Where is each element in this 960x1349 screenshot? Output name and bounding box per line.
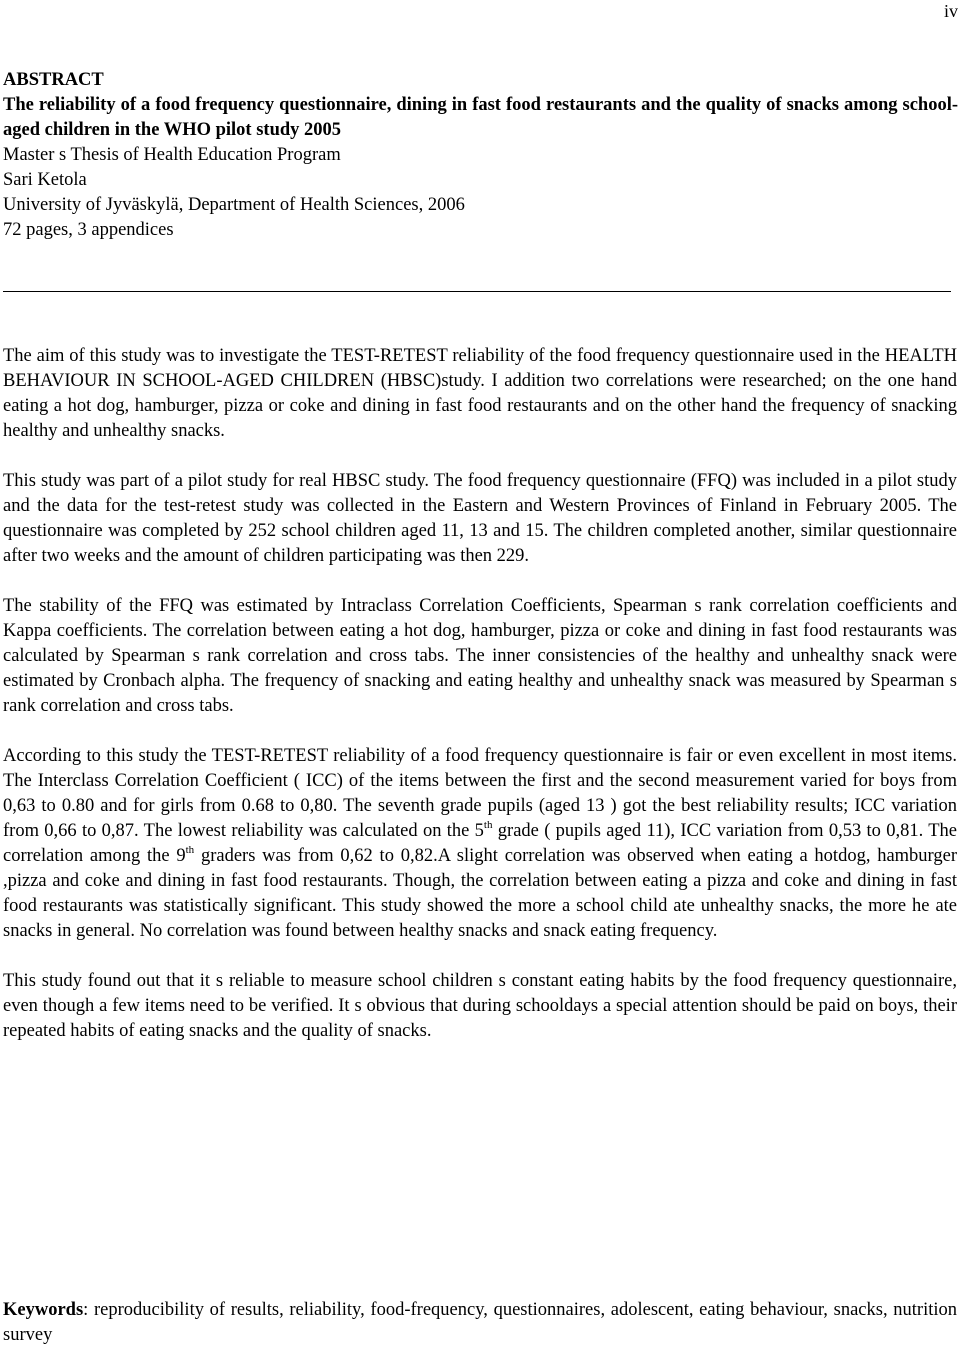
abstract-body — [3, 344, 957, 1069]
abstract-heading: ABSTRACT — [3, 70, 104, 90]
paragraph-study: This study was part of a pilot study for real HBSC study. The food frequency questionnaire (FFQ) was included in a pilot study and the data for the test-retest study was collected in the Eastern and Western Provinces of Finland in February 2005. The questionnaire was completed by 252 school children aged 11, 13 and 15. The children completed another, similar questionnaire after two weeks and the amount of children participating was then 229. — [3, 471, 957, 566]
results-text-c: graders was from 0,62 to 0,82.A slight correlation was observed when eating a hotdog, hamburger ,pizza and coke and dining in fast food restaurants. Though, the correlation between eating a pizza and coke and dining in fast food restaurants was statistically significant. This study showed the more a school child ate unhealthy snacks, the more he ate snacks in general. No correlation was found between healthy snacks and snack eating frequency. — [3, 846, 958, 941]
thesis-title: The reliability of a food frequency questionnaire, dining in fast food restaurants and the quality of snacks among school-aged children in the WHO pilot study 2005 — [3, 95, 958, 140]
page-count: 72 pages, 3 appendices — [3, 220, 174, 240]
paragraph-conclusion: This study found out that it s reliable to measure school children s constant eating habits by the food frequency questionnaire, even though a few items need to be verified. It s obvious that during schooldays a special attention should be paid on boys, their repeated habits of eating snacks and the quality of snacks. — [3, 971, 957, 1041]
abstract-header — [3, 68, 958, 243]
results-text-b: grade ( pupils aged 11), ICC variation from 0,53 to 0,81. The correlation among the 9 — [3, 821, 957, 866]
paragraph-methods: The stability of the FFQ was estimated by Intraclass Correlation Coefficients, Spearman s rank correlation coefficients and Kappa coefficients. The correlation between eating a hot dog, hamburger, pizza or coke and dining in fast food restaurants was calculated by Spearman s rank correlation and cross tabs. The inner consistencies of the healthy and unhealthy snack were estimated by Cronbach alpha. The frequency of snacking and eating healthy and unhealthy snack was measured by Spearman s rank correlation and cross tabs. — [3, 596, 957, 716]
keywords — [3, 1298, 957, 1348]
institution: University of Jyväskylä, Department of Health Sciences, 2006 — [3, 195, 465, 215]
keywords-text: : reproducibility of results, reliability, food-frequency, questionnaires, adolescent, eating behaviour, snacks, nutrition survey — [3, 1300, 957, 1345]
paragraph-aim: The aim of this study was to investigate the TEST-RETEST reliability of the food frequency questionnaire used in the HEALTH BEHAVIOUR IN SCHOOL-AGED CHILDREN (HBSC)study. I addition two correlations were researched; on the one hand eating a hot dog, hamburger, pizza or coke and dining in fast food restaurants and on the other hand the frequency of snacking healthy and unhealthy snacks. — [3, 346, 957, 441]
results-text-a: According to this study the TEST-RETEST reliability of a food frequency questionnaire is fair or even excellent in most items. The Interclass Correlation Coefficient ( ICC) of the items between the first and the second measurement varied for boys from 0,63 to 0.80 and for girls from 0.68 to 0,80. The seventh grade pupils (aged 13 ) got the best reliability results; ICC variation from 0,66 to 0,87. The lowest reliability was calculated on the 5 — [3, 746, 957, 841]
superscript-th: th — [185, 844, 195, 856]
paragraph-results — [3, 744, 957, 944]
thesis-program: Master s Thesis of Health Education Program — [3, 145, 341, 165]
page-number: iv — [943, 1, 958, 21]
keywords-label: Keywords — [3, 1300, 84, 1320]
superscript-th: th — [483, 819, 493, 831]
divider-line — [3, 291, 951, 292]
author-name: Sari Ketola — [3, 170, 87, 190]
